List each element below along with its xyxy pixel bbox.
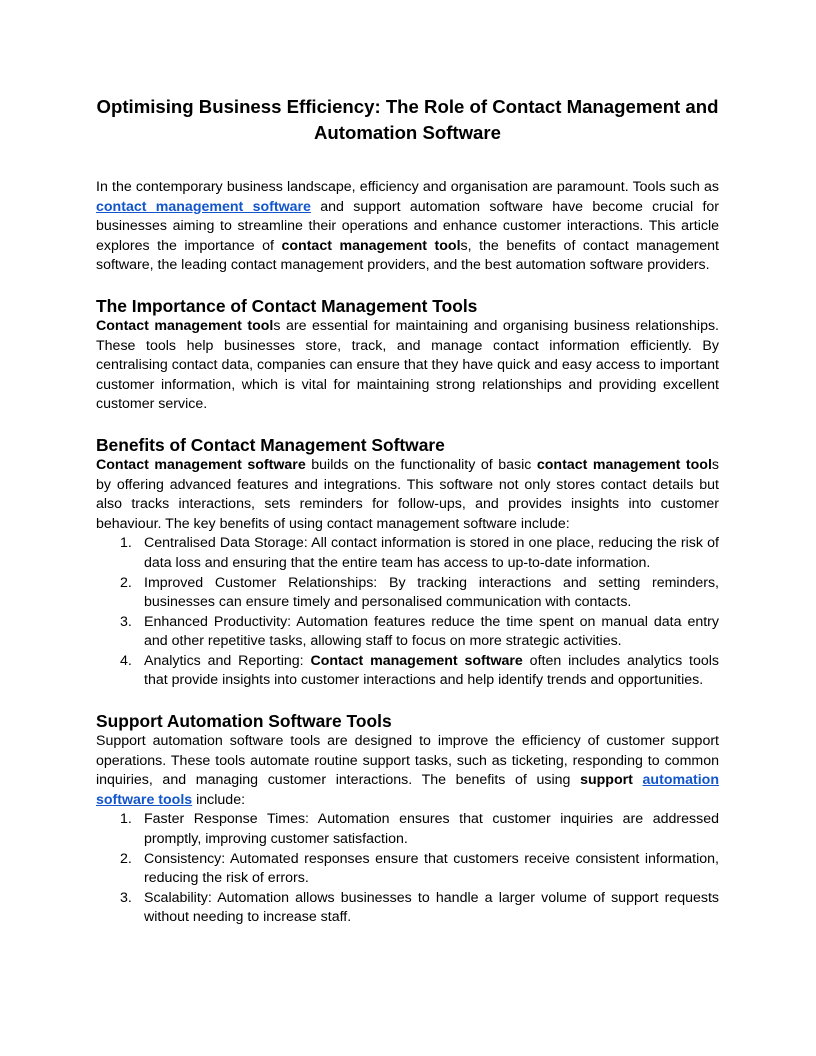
section-benefits-bold-2: contact management tool: [536, 456, 712, 473]
section-automation-text-2: include:: [192, 791, 246, 808]
section-benefits-text-2: s by offering advanced features and integrations. This software not only stores contact details but also tracks interactions, sets reminders for follow-ups, and provides insights into customer behaviour. The key benefits of using contact management software include:: [96, 456, 719, 532]
list-item-number: 1.: [120, 811, 132, 828]
intro-text-3: s, the benefits of contact management software, the leading contact management providers, and the best automation software providers.: [96, 237, 719, 274]
section-benefits-text-1: builds on the functionality of basic: [305, 456, 537, 473]
document-page: [96, 94, 719, 928]
list-item: [96, 850, 719, 889]
list-item: [96, 613, 719, 652]
section-heading-benefits: Benefits of Contact Management Software: [96, 434, 445, 455]
list-item-text: Centralised Data Storage: All contact information is stored in one place, reducing the risk of data loss and ensuring that the entire team has access to up-to-date information.: [144, 535, 719, 571]
intro-text-2: and support automation software have become crucial for businesses aiming to streamline their operations and enhance customer interactions. This article explores the importance of: [96, 198, 719, 254]
intro-text-1: In the contemporary business landscape, efficiency and organisation are paramount. Tools such as: [96, 179, 719, 195]
list-item: [96, 652, 719, 691]
list-item-text: Consistency: Automated responses ensure that customers receive consistent information, reducing the risk of errors.: [144, 850, 719, 887]
intro-paragraph: [96, 178, 719, 276]
section-importance-bold-term: Contact management tool: [96, 317, 274, 334]
list-item-bold-term: Contact management software: [310, 652, 523, 669]
list-item-number: 2.: [120, 850, 132, 867]
list-item-text: Improved Customer Relationships: By tracking interactions and setting reminders, businesses can ensure timely and personalised communication with contacts.: [144, 574, 719, 611]
section-automation-text-1: Support automation software tools are designed to improve the efficiency of customer support operations. These tools automate routine support tasks, such as ticketing, responding to common inquiries, and managing customer interactions. The benefits of using: [96, 733, 719, 789]
section-automation-bold: support: [580, 772, 633, 789]
list-item: [96, 889, 719, 928]
list-item: [96, 534, 719, 573]
list-item-text: Enhanced Productivity: Automation features reduce the time spent on manual data entry and other repetitive tasks, allowing staff to focus on more strategic activities.: [144, 613, 719, 650]
list-item-number: 1.: [120, 535, 132, 552]
section-heading-automation: Support Automation Software Tools: [96, 711, 392, 732]
list-item-text-pre: Analytics and Reporting:: [144, 652, 311, 669]
document-title: Optimising Business Efficiency: The Role of Contact Management and Automation Software: [96, 96, 719, 143]
list-item-number: 4.: [120, 652, 132, 669]
list-item-text-post: often includes analytics tools that provide insights into customer interactions and help identify trends and opportunities.: [144, 652, 719, 689]
list-item-number: 2.: [120, 574, 132, 591]
automation-software-tools-link[interactable]: automation software tools: [96, 772, 719, 808]
section-automation-paragraph: [96, 732, 719, 810]
list-item-text: Scalability: Automation allows businesses to handle a larger volume of support requests without needing to increase staff.: [144, 889, 719, 926]
list-item: [96, 810, 719, 849]
benefits-list: [96, 534, 719, 691]
list-item-number: 3.: [120, 889, 132, 906]
section-benefits-paragraph: [96, 456, 719, 534]
list-item-text: Faster Response Times: Automation ensures that customer inquiries are addressed promptly, improving customer satisfaction.: [144, 811, 719, 848]
section-heading-importance: The Importance of Contact Management Tools: [96, 295, 478, 316]
section-benefits-bold-1: Contact management software: [96, 456, 306, 473]
section-importance-paragraph: [96, 317, 719, 415]
intro-bold-term: contact management tool: [281, 237, 461, 254]
automation-benefits-list: [96, 810, 719, 928]
list-item-number: 3.: [120, 613, 132, 630]
list-item: [96, 574, 719, 613]
contact-management-software-link[interactable]: contact management software: [96, 198, 311, 215]
section-importance-text: s are essential for maintaining and organising business relationships. These tools help businesses store, track, and manage contact information efficiently. By centralising contact data, companies can ensure that they have quick and easy access to important customer information, which is vital for maintaining strong relationships and providing excellent customer service.: [96, 317, 719, 413]
